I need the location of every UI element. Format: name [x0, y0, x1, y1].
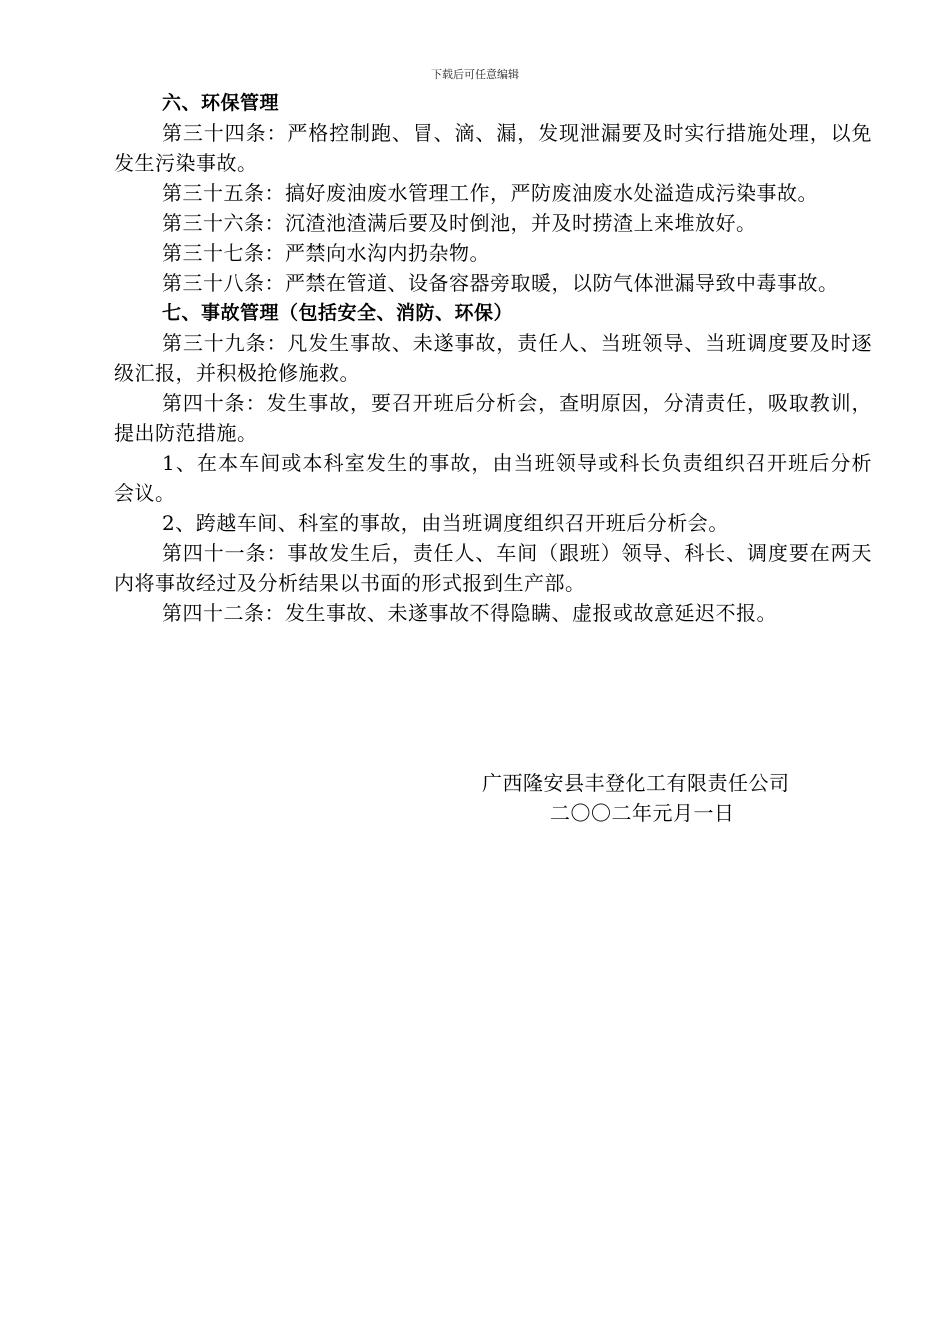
article-40-item-2: 2、跨越车间、科室的事故，由当班调度组织召开班后分析会。: [162, 511, 729, 535]
article-37: 第三十七条：严禁向水沟内扔杂物。: [162, 241, 490, 265]
article-39: 第三十九条：凡发生事故、未遂事故，责任人、当班领导、当班调度要及时逐级汇报，并积极抢修施救。: [114, 331, 872, 385]
article-40: 第四十条：发生事故，要召开班后分析会，查明原因，分清责任，吸取教训，提出防范措施。: [114, 391, 872, 445]
page-header-note: 下载后可任意编辑: [431, 68, 519, 81]
signature-block: [482, 768, 822, 828]
document-body: [114, 88, 872, 628]
signature-date: 二〇〇二年元月一日: [550, 801, 735, 825]
article-36: 第三十六条：沉渣池渣满后要及时倒池，并及时捞渣上来堆放好。: [162, 211, 757, 235]
section-heading-environmental: 六、环保管理: [162, 92, 280, 114]
article-40-item-1: 1、在本车间或本科室发生的事故，由当班领导或科长负责组织召开班后分析会议。: [114, 451, 872, 505]
article-35: 第三十五条：搞好废油废水管理工作，严防废油废水处溢造成污染事故。: [162, 181, 818, 205]
article-38: 第三十八条：严禁在管道、设备容器旁取暖，以防气体泄漏导致中毒事故。: [162, 271, 839, 295]
article-41: 第四十一条：事故发生后，责任人、车间（跟班）领导、科长、调度要在两天内将事故经过及分析结果以书面的形式报到生产部。: [114, 541, 872, 595]
signature-company: 广西隆安县丰登化工有限责任公司: [482, 771, 790, 795]
section-heading-accident: 七、事故管理（包括安全、消防、环保）: [162, 302, 514, 324]
article-42: 第四十二条：发生事故、未遂事故不得隐瞒、虚报或故意延迟不报。: [162, 601, 777, 625]
article-34: 第三十四条：严格控制跑、冒、滴、漏，发现泄漏要及时实行措施处理，以免发生污染事故。: [114, 121, 872, 175]
